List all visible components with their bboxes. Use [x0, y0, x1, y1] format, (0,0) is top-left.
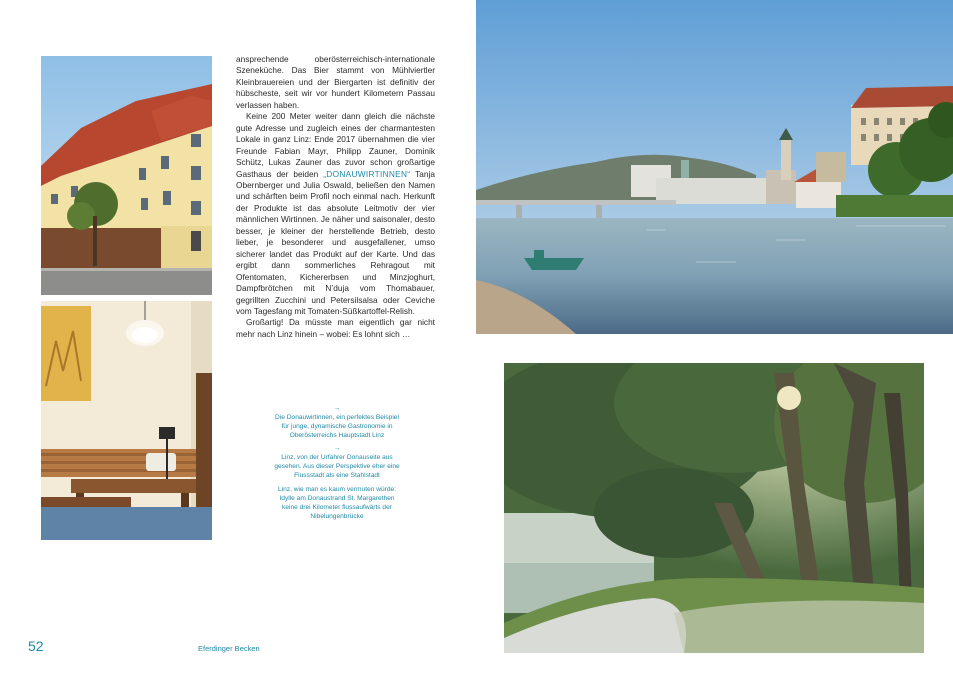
page-number: 52	[28, 638, 44, 654]
article-body	[236, 54, 435, 340]
photo-linz-danube	[476, 0, 953, 334]
running-head: Eferdinger Becken	[198, 644, 260, 653]
photo-interior	[41, 301, 212, 540]
article-paragraph-1: ansprechende oberösterreichisch-internationale Szeneküche. Das Bier stammt von Mühlviertler Kleinbrauereien und der Biergarten ist definitiv der hübscheste, seit wir vor hundert Kilometern Passau verlassen haben.	[236, 54, 435, 110]
donauwirtinnen-highlight: „DONAUWIRTINNEN“	[323, 168, 411, 179]
caption-arrow-1: →	[333, 405, 341, 412]
article-paragraph-2	[236, 111, 435, 317]
caption-st-margarethen: Linz, wie man es kaum vermuten würde: Idylle am Donaustrand St. Margarethen keine drei Kilometer flussaufwärts der Nibelungenbrücke	[277, 486, 396, 520]
caption-arrow-2: →	[333, 445, 341, 452]
photo-captions	[272, 405, 402, 526]
article-paragraph-2-rest: Tanja Obernberger und Julia Oswald, beließen den Namen und schärften beim Profil noch einmal nach. Herkunft der Produkte ist das absolute Leitmotiv der vier männlichen Wirtinnen. Je näher und saisonaler, desto besser, je kleiner der herstellende Betrieb, desto lieber, je besonderer und ausgefallener, umso sicherer landet das Produkt auf der Karte. Und das ergibt dann sommerliches Rehragout mit Ofentomaten, Kichererbsen und Minzjoghurt, Dampfbrötchen mit N’duja vom Thomabauer, gegrillten Zucchini und Petersilsalsa oder Ceviche vom Tagesfang mit Tomaten-Süßkartoffel-Relish.	[236, 168, 435, 316]
article-paragraph-3: Großartig! Da müsste man eigentlich gar nicht mehr nach Linz hinein – wobei: Es lohnt sich …	[236, 317, 435, 339]
caption-donauwirtinnen: Die Donauwirtinnen, ein perfektes Beispiel für junge, dynamische Gastronomie in Oberösterreichs Hauptstadt Linz	[275, 414, 399, 439]
article-paragraph-2-lead: Keine 200 Meter weiter dann gleich die nächste gute Adresse und zugleich eines der charmantesten Lokale in ganz Linz: Ende 2017 übernahmen die vier Freunde Fabian Mayr, Philipp Zauner, Dominik Schütz, Lukas Zauner das zuvor schon großartige Gasthaus der beiden	[236, 111, 435, 179]
caption-linz-view: Linz, von der Urfahrer Donauseite aus gesehen. Aus dieser Perspektive eher eine Flussstadt als eine Stahlstadt	[274, 454, 400, 479]
photo-guesthouse	[41, 56, 212, 295]
photo-riverbank-trees	[504, 363, 924, 653]
